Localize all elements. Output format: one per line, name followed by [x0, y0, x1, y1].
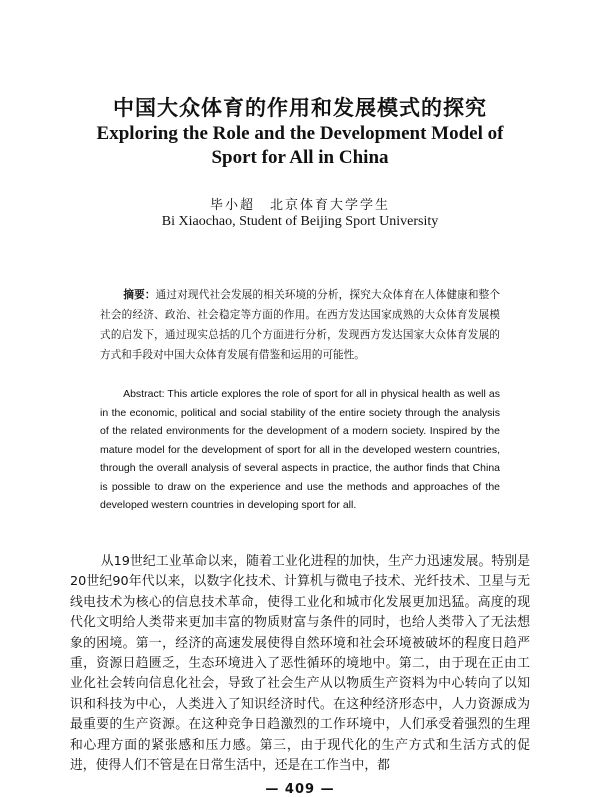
abstract-english-text: This article explores the role of sport for all in physical health as well as in the economic, political and social stability of the entire society through the analysis of the related environments for the development of a modern society. Inspired by the mature model for the development of sport for all in the developed western countries, through the overall analysis of several aspects in practice, the author finds that China is possible to draw on the experience and use the methods and approaches of the developed western countries in developing sport for all.	[100, 388, 500, 511]
author-chinese: 毕小超 北京体育大学学生	[209, 198, 390, 213]
page-number: — 409 —	[265, 782, 335, 797]
abstract-chinese-text: 通过对现代社会发展的相关环境的分析，探究大众体育在人体健康和整个社会的经济、政治、社会稳定等方面的作用。在西方发达国家成熟的大众体育发展模式的启发下，通过现实总括的几个方面进行分析，发现西方发达国家大众体育发展的方式和手段对中国大众体育发展有借鉴和运用的可能性。	[100, 289, 501, 361]
author-english: Bi Xiaochao, Student of Beijing Sport University	[161, 214, 439, 229]
abstract-chinese	[100, 285, 500, 365]
abstract-chinese-label: 摘要：	[123, 289, 156, 301]
abstract-english-label: Abstract:	[123, 388, 165, 400]
body-paragraph: 从19世纪工业革命以来，随着工业化进程的加快，生产力迅速发展。特别是20世纪90年代以来，以数字化技术、计算机与微电子技术、光纤技术、卫星与无线电技术为核心的信息技术革命，使得工业化和城市化发展更加迅猛。高度的现代化文明给人类带来更加丰富的物质财富与条件的同时，也给人类带入了无法想象的困境。第一，经济的高速发展使得自然环境和社会环境被破坏的程度日趋严重，资源日趋匮乏，生态环境进入了恶性循环的境地中。第二，由于现在正由工业化社会转向信息化社会，导致了社会生产从以物质生产资料为中心转向了以知识和科技为中心，人类进入了知识经济时代。在这种经济形态中，人力资源成为最重要的生产资源。在这种竞争日趋激烈的工作环境中，人们承受着强烈的生理和心理方面的紧张感和压力感。第三，由于现代化的生产方式和生活方式的促进，使得人们不管是在日常生活中，还是在工作当中，都	[70, 554, 530, 774]
title-chinese: 中国大众体育的作用和发展模式的探究	[113, 96, 487, 120]
title-english: Exploring the Role and the Development Model of Sport for All in China	[96, 123, 504, 168]
abstract-english	[100, 385, 500, 515]
